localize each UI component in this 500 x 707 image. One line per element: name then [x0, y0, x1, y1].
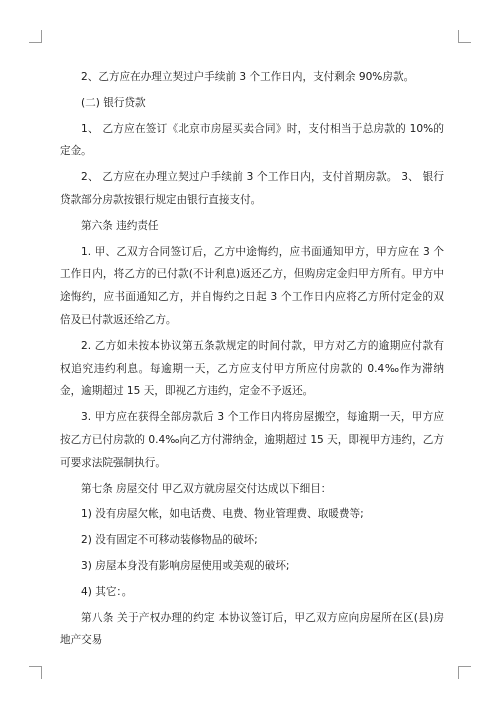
heading-article-six: 第六条 违约责任: [81, 219, 159, 232]
paragraph-deposit: 1、 乙方应在签订《北京市房屋买卖合同》时，支付相当于总房款的 10%的定金。: [60, 122, 444, 158]
list-item-no-fixture-damage: 2) 没有固定不可移动装修物品的破坏;: [81, 534, 258, 547]
crop-mark-bottom-right: [458, 666, 471, 679]
paragraph-first-payment: 2、 乙方应在办理立契过户手续前 3 个工作日内，支付首期房款。 3、 银行贷款部分房款按银行规定由银行直接支付。: [60, 171, 444, 206]
crop-mark-bottom-left: [29, 666, 42, 679]
paragraph-breach-3: 3. 甲方应在获得全部房款后 3 个工作日内将房屋搬空，每逾期一天，甲方应按乙方已付房款的 0.4‰向乙方付滞纳金，逾期超过 15 天，即视甲方违约，乙方可要求法院强制执行。: [60, 411, 444, 469]
list-item-no-arrears: 1) 没有房屋欠帐，如电话费、电费、物业管理费、取暖费等;: [81, 508, 364, 521]
heading-article-seven: 第七条 房屋交付 甲乙双方就房屋交付达成以下细目：: [81, 482, 332, 495]
crop-mark-top-right: [458, 30, 471, 43]
heading-article-eight: 第八条 关于产权办理的约定 本协议签订后，甲乙双方应向房屋所在区(县)房地产交易: [60, 611, 444, 647]
document-body: [60, 66, 444, 652]
heading-bank-loan: (二) 银行贷款: [81, 96, 146, 109]
paragraph-breach-2: 2. 乙方如未按本协议第五条款规定的时间付款，甲方对乙方的逾期应付款有权追究违约利息。每逾期一天，乙方应支付甲方所应付房款的 0.4‰作为滞纳金，逾期超过 15 天，即视乙方违约，定金不予返还。: [60, 339, 444, 398]
list-item-no-house-damage: 3) 房屋本身没有影响房屋使用或美观的破坏;: [81, 559, 290, 572]
list-item-other: 4) 其它：。: [81, 585, 133, 598]
paragraph-payment-remaining: 2、乙方应在办理立契过户手续前 3 个工作日内，支付剩余 90%房款。: [81, 71, 415, 83]
crop-mark-top-left: [29, 30, 42, 43]
paragraph-breach-1: 1. 甲、乙双方合同签订后，乙方中途悔约，应书面通知甲方，甲方应在 3 个工作日内，将乙方的已付款(不计利息)返还乙方，但购房定金归甲方所有。甲方中途悔约，应书面通知乙方，并自悔约之日起 3 个工作日内应将乙方所付定金的双倍及已付款返还给乙方。: [60, 245, 444, 326]
